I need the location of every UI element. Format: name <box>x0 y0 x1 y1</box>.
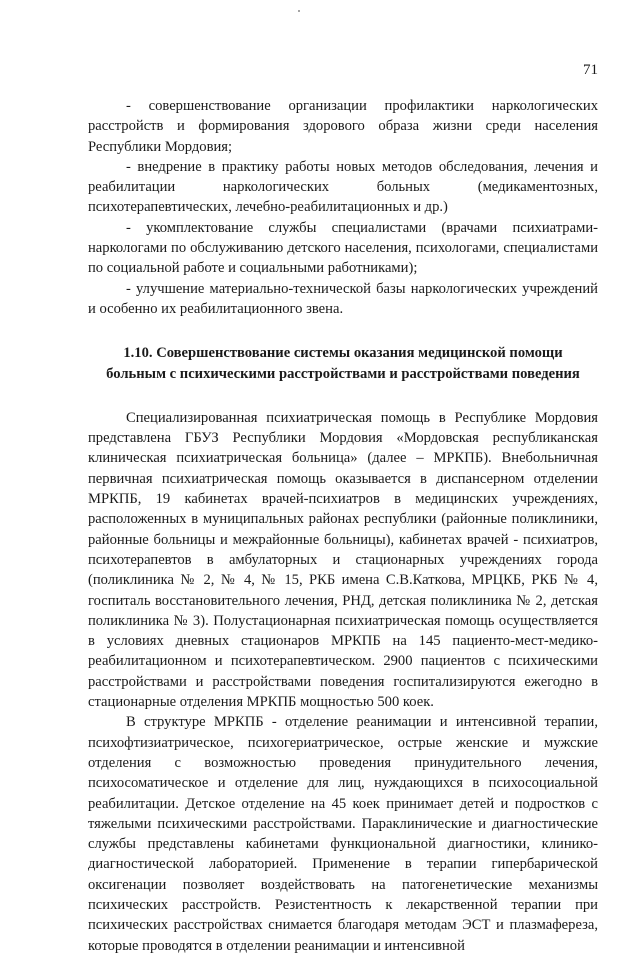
section-heading <box>88 343 598 384</box>
document-body <box>88 96 598 956</box>
bullet-item: - внедрение в практику работы новых методов обследования, лечения и реабилитации наркологических больных (медикаментозных, психотерапевтических, лечебно-реабилитационных и др.) <box>88 158 598 216</box>
bullet-item: - улучшение материально-технической базы наркологических учреждений и особенно их реабилитационного звена. <box>88 280 598 317</box>
bullet-item: - совершенствование организации профилактики наркологических расстройств и формирования здорового образа жизни среди населения Республики Мордовия; <box>88 98 598 155</box>
section-heading-line: 1.10. Совершенствование системы оказания медицинской помощи <box>123 345 563 362</box>
bullet-item: - укомплектование службы специалистами (врачами психиатрами-наркологами по обслуживанию детского населения, психологами, специалистами по социальной работе и социальными работниками); <box>88 219 598 277</box>
body-paragraph: В структуре МРКПБ - отделение реанимации и интенсивной терапии, психофтизиатрическое, психогериатрическое, острые женские и мужские отделения с возможностью проведения принудительного лечения, психосоматическое и отделение для лиц, нуждающихся в психосоциальной реабилитации. Детское отделение на 45 коек принимает детей и подростков с тяжелыми психическими расстройствами. Параклинические и диагностические службы представлены кабинетами функциональной диагностики, клинико-диагностической лабораторией. Применение в терапии гипербарической оксигенации позволяет воздействовать на патогенетические механизмы психических расстройств. Резистентность к лекарственной терапии при психических расстройствах снимается благодаря методам ЭСТ и плазмафереза, которые проводятся в отделении реанимации и интенсивной <box>88 714 598 954</box>
body-paragraph: Специализированная психиатрическая помощь в Республике Мордовия представлена ГБУЗ Республики Мордовия «Мордовская республиканская клиническая психиатрическая больница» (далее – МРКПБ). Внебольничная первичная психиатрическая помощь оказывается в диспансерном отделении МРКПБ, 19 кабинетах врачей-психиатров в медицинских учреждениях, расположенных в муниципальных районах республики (районные поликлиники, районные больницы и межрайонные больницы), кабинетах врачей - психиатров, психотерапевтов в амбулаторных и стационарных учреждениях города (поликлиника № 2, № 4, № 15, РКБ имена С.В.Каткова, МРЦКБ, РКБ № 4, госпиталь восстановительного лечения, РНД, детская поликлиника № 2, детская поликлиника № 3). Полустационарная психиатрическая помощь осуществляется в условиях дневных стационаров МРКПБ на 145 пациенто-мест-медико-реабилитационном и психотерапевтическом. 2900 пациентов с психическими расстройствами и расстройствами поведения госпитализируются ежегодно в стационарные отделения МРКПБ мощностью 500 коек. <box>88 409 598 711</box>
page-number: 71 <box>583 62 598 78</box>
section-heading-line: больным с психическими расстройствами и расстройствами поведения <box>106 365 580 382</box>
scan-mark <box>298 10 300 12</box>
